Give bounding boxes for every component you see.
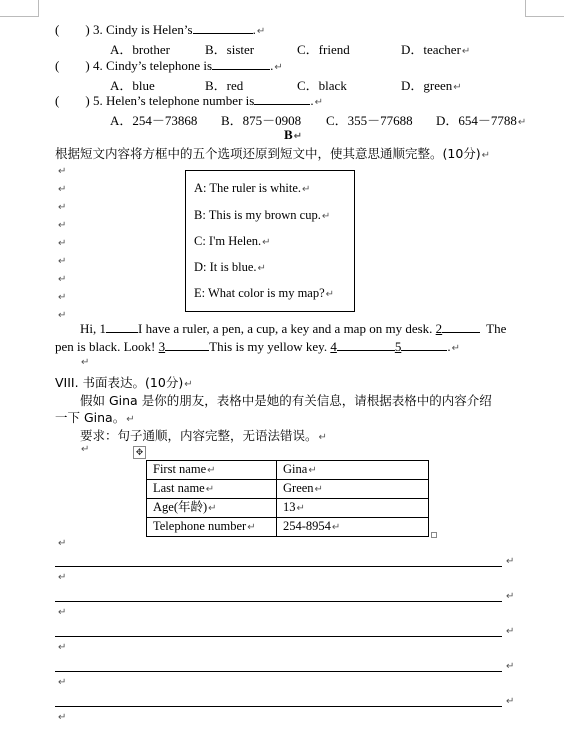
paragraph-mark: ↵: [58, 642, 67, 653]
question-3-text: 3. Cindy is Helen’s: [92, 22, 193, 37]
table-cell-label: First name↵: [147, 461, 277, 480]
question-3: ( ) 3. Cindy is Helen’s .↵: [55, 22, 266, 37]
paragraph-mark: ↵: [58, 572, 67, 583]
table-cell-value: Gina↵: [277, 461, 429, 480]
paragraph-mark: ↵: [506, 661, 515, 672]
paragraph-mark: ↵: [58, 274, 67, 285]
paragraph-mark: ↵: [81, 357, 90, 368]
question-4-text: 4. Cindy’s telephone is: [92, 58, 213, 73]
blank-5: 5: [394, 339, 402, 354]
paragraph-mark: ↵: [506, 591, 515, 602]
paragraph-mark: ↵: [58, 184, 67, 195]
passage-line-1: Hi, 1 I have a ruler, a pen, a cup, a key and a map on my desk. 2 The: [80, 321, 507, 336]
q4-option-a: A．blue: [110, 78, 155, 93]
question-4: ( ) 4. Cindy’s telephone is .↵: [55, 58, 283, 73]
paragraph-mark: ↵: [58, 712, 67, 723]
box-option-b: B: This is my brown cup.↵: [194, 208, 331, 222]
box-option-a: A: The ruler is white.↵: [194, 181, 311, 195]
paragraph-mark: ↵: [506, 696, 515, 707]
writing-line[interactable]: [55, 601, 502, 602]
paragraph-mark: ↵: [58, 677, 67, 688]
paragraph-mark: ↵: [58, 292, 67, 303]
q3-option-d: D．teacher↵: [401, 42, 471, 57]
blank-4: 4: [330, 339, 337, 354]
table-move-handle-icon[interactable]: ✥: [133, 446, 146, 459]
options-box: [185, 170, 355, 312]
section-viii-prompt-1: 假如 Gina 是你的朋友，表格中是她的有关信息，请根据表格中的内容介绍: [80, 393, 492, 408]
section-viii-prompt-2: 一下 Gina。↵: [55, 410, 135, 425]
section-b-instruction: 根据短文内容将方框中的五个选项还原到短文中，使其意思通顺完整。(10分)↵: [55, 146, 491, 161]
table-row: [147, 461, 429, 480]
writing-line[interactable]: [55, 636, 502, 637]
question-5: ( ) 5. Helen’s telephone number is .↵: [55, 93, 323, 108]
paragraph-mark: ↵: [58, 166, 67, 177]
q4-option-c: C．black: [297, 78, 347, 93]
box-option-d: D: It is blue.↵: [194, 260, 266, 274]
table-row: [147, 480, 429, 499]
section-viii-title: VIII. 书面表达。(10分)↵: [55, 375, 193, 390]
table-cell-label: Telephone number↵: [147, 518, 277, 537]
paragraph-mark: ↵: [81, 444, 90, 455]
q3-option-a: A．brother: [110, 42, 170, 57]
page-corner-mark-right: [525, 0, 564, 17]
table-resize-handle[interactable]: [431, 532, 437, 538]
blank-3: 3: [158, 339, 166, 354]
passage-line-2: pen is black. Look! 3 This is my yellow key. 4 5 .↵: [55, 339, 460, 354]
info-table: [146, 460, 429, 537]
table-cell-value: 13↵: [277, 499, 429, 518]
table-cell-label: Last name↵: [147, 480, 277, 499]
paragraph-mark: ↵: [58, 310, 67, 321]
q5-option-b: B．875－0908: [221, 113, 302, 128]
paragraph-mark: ↵: [58, 220, 67, 231]
q5-option-d: D．654－7788↵: [436, 113, 527, 128]
paragraph-mark: ↵: [506, 626, 515, 637]
paragraph-mark: ↵: [58, 607, 67, 618]
box-option-c: C: I'm Helen.↵: [194, 234, 271, 248]
q3-option-b: B．sister: [205, 42, 255, 57]
paragraph-mark: ↵: [58, 538, 67, 549]
q4-option-b: B．red: [205, 78, 244, 93]
q4-option-d: D．green↵: [401, 78, 462, 93]
q5-option-a: A．254－73868: [110, 113, 198, 128]
page-corner-mark-left: [0, 0, 39, 17]
writing-line[interactable]: [55, 706, 502, 707]
q5-option-c: C．355－77688: [326, 113, 413, 128]
writing-line[interactable]: [55, 671, 502, 672]
paragraph-mark: ↵: [58, 256, 67, 267]
writing-line[interactable]: [55, 566, 502, 567]
paragraph-mark: ↵: [506, 556, 515, 567]
table-cell-label: Age(年龄)↵: [147, 499, 277, 518]
blank-2: 2: [435, 321, 443, 336]
box-option-e: E: What color is my map?↵: [194, 286, 335, 300]
section-viii-requirement: 要求：句子通顺，内容完整，无语法错误。↵: [80, 428, 327, 443]
table-cell-value: 254-8954↵: [277, 518, 429, 537]
table-cell-value: Green↵: [277, 480, 429, 499]
paragraph-mark: ↵: [58, 202, 67, 213]
table-row: [147, 499, 429, 518]
paragraph-mark: ↵: [58, 238, 67, 249]
q3-option-c: C．friend: [297, 42, 350, 57]
section-b-title: B↵: [284, 127, 303, 142]
question-5-text: 5. Helen’s telephone number is: [92, 93, 255, 108]
table-row: [147, 518, 429, 537]
